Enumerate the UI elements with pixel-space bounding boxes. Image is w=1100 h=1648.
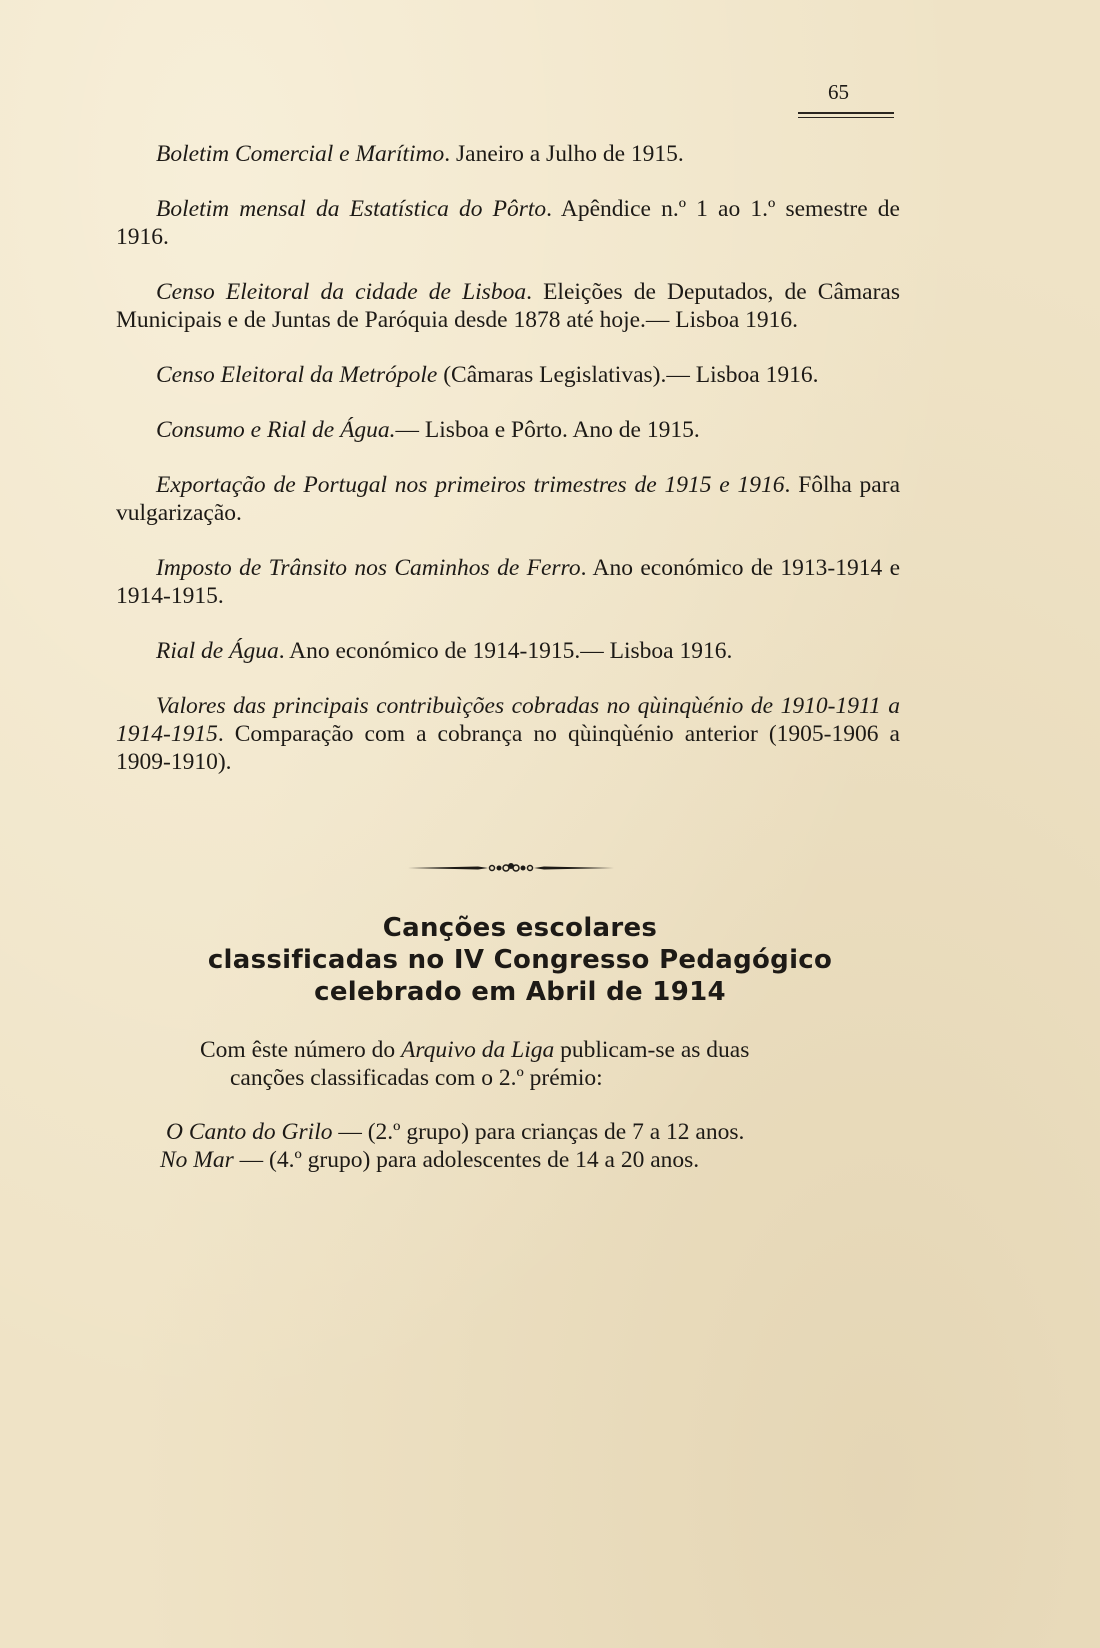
bibliography-entry bbox=[116, 361, 900, 389]
intro-text: publicam-se as duas bbox=[554, 1037, 750, 1063]
page-number-rule bbox=[798, 112, 894, 118]
entry-details: . Comparação com a cobrança no qùinqùénio anterior (1905-1906 a 1909-1910). bbox=[116, 721, 900, 775]
entry-title: Boletim mensal da Estatística do Pôrto bbox=[156, 196, 547, 222]
song-title: No Mar bbox=[160, 1147, 234, 1173]
bibliography-entry bbox=[116, 195, 900, 251]
entry-title: Rial de Água bbox=[156, 638, 279, 664]
entry-details: . Ano económico de 1913-1914 e 1914-1915. bbox=[116, 555, 900, 609]
bibliography-entry bbox=[116, 471, 900, 527]
bibliography-entry bbox=[116, 554, 900, 610]
heading-line: classificadas no IV Congresso Pedagógico bbox=[207, 945, 833, 975]
intro-text: Com êste número do bbox=[200, 1037, 402, 1063]
entry-title: Exportação de Portugal nos primeiros trimestres de 1915 e 1916 bbox=[156, 472, 785, 498]
song-list bbox=[160, 1118, 906, 1174]
page-number: 65 bbox=[828, 80, 849, 104]
bibliography-entry bbox=[116, 416, 900, 444]
song-detail: — (4.º grupo) para adolescentes de 14 a 20 anos. bbox=[233, 1147, 700, 1173]
entry-title: Censo Eleitoral da Metrópole bbox=[156, 362, 438, 388]
entry-details: . Janeiro a Julho de 1915. bbox=[444, 141, 684, 167]
bibliography-entry bbox=[116, 278, 900, 334]
bibliography-entry bbox=[116, 637, 900, 665]
song-title: O Canto do Grilo bbox=[166, 1119, 333, 1145]
entry-details: . Fôlha para vulgarização. bbox=[116, 472, 900, 526]
bibliography-entry bbox=[116, 692, 900, 776]
heading-line: celebrado em Abril de 1914 bbox=[314, 977, 726, 1007]
intro-paragraph bbox=[200, 1036, 902, 1092]
song-item bbox=[160, 1146, 906, 1174]
ornament-divider-icon bbox=[408, 862, 614, 874]
entry-title: Boletim Comercial e Marítimo bbox=[156, 141, 445, 167]
entry-details: — Lisboa e Pôrto. Ano de 1915. bbox=[395, 417, 700, 443]
intro-text: canções classificadas com o 2.º prémio: bbox=[230, 1065, 603, 1091]
section-heading bbox=[150, 912, 890, 1008]
entry-title: Censo Eleitoral da cidade de Lisboa bbox=[156, 279, 527, 305]
entry-title: Imposto de Trânsito nos Caminhos de Ferro bbox=[156, 555, 581, 581]
song-item bbox=[166, 1118, 906, 1146]
song-detail: — (2.º grupo) para crianças de 7 a 12 anos. bbox=[332, 1119, 745, 1145]
heading-line: Canções escolares bbox=[382, 913, 658, 943]
intro-publication-title: Arquivo da Liga bbox=[401, 1037, 555, 1063]
bibliography-list bbox=[116, 140, 900, 803]
entry-details: (Câmaras Legislativas).— Lisboa 1916. bbox=[437, 362, 819, 388]
entry-details: . Ano económico de 1914-1915.— Lisboa 1916. bbox=[278, 638, 733, 664]
entry-title: Valores das principais contribuìções cobradas no qùinqùénio de 1910-1911 a 1914-1915 bbox=[116, 693, 900, 747]
entry-details: . Apêndice n.º 1 ao 1.º semestre de 1916. bbox=[116, 196, 900, 250]
entry-details: . Eleições de Deputados, de Câmaras Municipais e de Juntas de Paróquia desde 1878 até hoje.— Lisboa 1916. bbox=[116, 279, 900, 333]
bibliography-entry bbox=[116, 140, 900, 168]
entry-title: Consumo e Rial de Água. bbox=[156, 417, 396, 443]
